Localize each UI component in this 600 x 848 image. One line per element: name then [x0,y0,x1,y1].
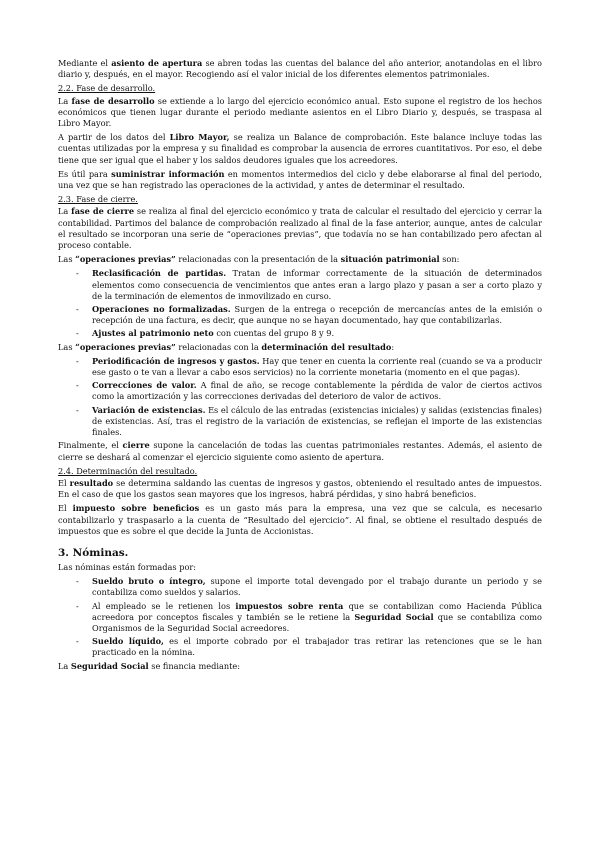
list-item: - Operaciones no formalizadas. Surgen de la entrega o recepción de mercancías antes de la emisión o recepción de una factura, es decir, que aunque no se hayan documentado, hay que contabilizarlas. [76,304,543,326]
paragraph-nominas-intro: Las nóminas están formadas por: [58,561,197,572]
paragraph-desarrollo-1: La fase de desarrollo se extiende a lo largo del ejercicio económico anual. Esto supone el registro de los hechos económicos que tienen lugar durante el periodo mediante asientos en el Libro Diario y, después, se traspasa al Libro Mayor. [58,95,542,129]
list-item: - Reclasificación de partidas. Tratan de informar correctamente de la situación de determinados elementos como consecuencia de vencimientos que antes eran a largo plazo y pasan a ser a corto plazo y de la terminación de elementos de inmovilizado en curso. [76,268,542,301]
dash-bullet: - [76,268,79,279]
section-heading-2-4: 2.4. Determinación del resultado. [58,465,198,476]
list-determinacion-resultado [58,356,542,438]
list-item: - Sueldo líquido, es el importe cobrado por el trabajador tras retirar las retenciones que se le han practicado en la nómina. [76,636,542,658]
section-heading-3: 3. Nóminas. [58,546,129,559]
list-item: - Al empleado se le retienen los impuestos sobre renta que se contabilizan como Hacienda Pública acreedora por conceptos fiscales y también se le retiene la Seguridad Social que se contabiliza como Organismos de la Seguridad Social acreedores. [76,600,542,633]
dash-bullet: - [76,328,79,339]
dash-bullet: - [76,600,79,611]
list-item: - Correcciones de valor. A final de año, se recoge contablemente la pérdida de valor de ciertos activos como la amortización y las correcciones derivadas del deterioro de valor de activos. [76,380,542,402]
paragraph-desarrollo-2: A partir de los datos del Libro Mayor, se realiza un Balance de comprobación. Este balance incluye todas las cuentas utilizadas por la empresa y su finalidad es comprobar la ausencia de errores cuantitativos. Por eso, el debe tiene que ser igual que el haber y los saldos deudores iguales que los acreedores. [58,132,543,165]
paragraph-cierre-3: Las “operaciones previas” relacionadas con la determinación del resultado: [58,341,395,352]
list-situacion-patrimonial [58,268,542,339]
dash-bullet: - [76,355,79,366]
dash-bullet: - [76,380,79,391]
list-item: - Sueldo bruto o íntegro, supone el importe total devengado por el trabajo durante un periodo y se contabiliza como sueldos y salarios. [76,576,542,598]
list-item: - Periodificación de ingresos y gastos. Hay que tener en cuenta la corriente real (cuando se va a producir ese gasto o te van a llevar a cabo esos servicios) no la corriente monetaria (momento en el que pagas). [76,355,543,378]
paragraph-cierre-2: Las “operaciones previas” relacionadas con la presentación de la situación patrimonial son: [58,254,460,265]
paragraph-seguridad-social: La Seguridad Social se financia mediante: [58,660,240,671]
list-item: - Ajustes al patrimonio neto con cuentas del grupo 8 y 9. [76,328,335,339]
list-nominas [58,576,542,658]
paragraph-apertura: Mediante el asiento de apertura se abren todas las cuentas del balance del año anterior, anotandolas en el libro diario y, después, en el mayor. Recogiendo así el valor inicial de los diferentes elementos patrimoniales. [58,58,542,80]
paragraph-resultado-2: El impuesto sobre beneficios es un gasto más para la empresa, una vez que se calcula, es necesario contabilizarlo y traspasarlo a la cuenta de “Resultado del ejercicio”. Al final, se obtiene el resultado después de impuestos que es sobre el que decide la Junta de Accionistas. [58,503,542,536]
dash-bullet: - [76,404,79,415]
list-item: - Variación de existencias. Es el cálculo de las entradas (existencias iniciales) y salidas (existencias finales) de existencias. Así, tras el registro de la variación de existencias, se reflejan el importe de las existencias finales. [76,404,542,438]
document-page [58,58,542,675]
section-heading-2-2: 2.2. Fase de desarrollo. [58,83,156,94]
paragraph-cierre-4: Finalmente, el cierre supone la cancelación de todas las cuentas patrimoniales restantes. Además, el asiento de cierre se deshará al comenzar el ejercicio siguiente como asiento de apertura. [58,440,542,462]
paragraph-cierre-1: La fase de cierre se realiza al final del ejercicio económico y trata de calcular el resultado del ejercicio y cerrar la contabilidad. Partimos del balance de comprobación realizado al final de la fase anterior, aunque, antes de calcular el resultado se incorporan una serie de “operaciones previas”, que todavía no se han contabilizado pero afectan al proceso contable. [58,206,543,251]
dash-bullet: - [76,636,79,647]
paragraph-resultado-1: El resultado se determina saldando las cuentas de ingresos y gastos, obteniendo el resultado antes de impuestos. En el caso de que los gastos sean mayores que los ingresos, habrá pérdidas, y sino habrá beneficios. [58,477,542,500]
dash-bullet: - [76,576,79,587]
paragraph-desarrollo-3: Es útil para suministrar información en momentos intermedios del ciclo y debe elaborarse al final del periodo, una vez que se han registrado las operaciones de la actividad, y antes de determinar el resultado. [58,168,542,191]
dash-bullet: - [76,304,79,315]
section-heading-2-3: 2.3. Fase de cierre. [58,194,138,205]
